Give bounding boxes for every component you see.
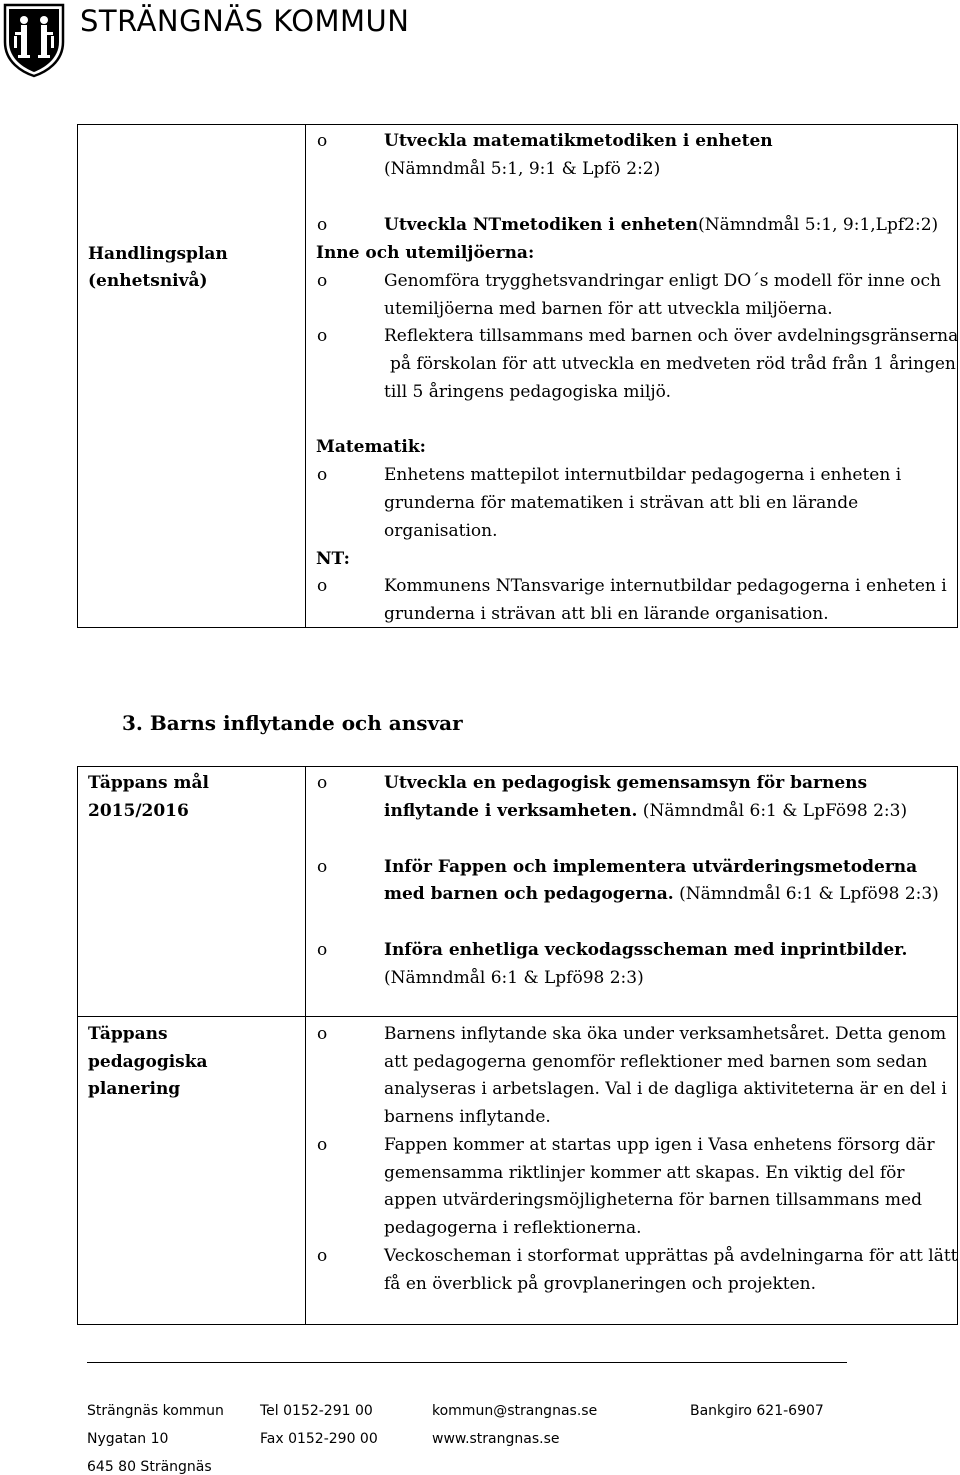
plan-fappen: pedagogerna i reflektionerna. — [384, 1218, 642, 1238]
heading-indoor-outdoor: Inne och utemiljöerna: — [316, 243, 535, 263]
goals-year-label: 2015/2016 — [88, 801, 189, 821]
plan-schedules: få en överblick på grovplaneringen och projekten. — [384, 1274, 817, 1294]
planning-label: planering — [88, 1079, 181, 1099]
item-nt-method — [384, 212, 938, 240]
bullet-icon: o — [317, 1024, 328, 1044]
heading-nt: NT: — [316, 549, 350, 569]
goal-common-view: Utveckla en pedagogisk gemensamsyn för barnens — [384, 773, 868, 793]
item-math-pilot: Enhetens mattepilot internutbildar pedagogerna i enheten i — [384, 465, 902, 485]
footer-postal: 645 80 Strängnäs — [87, 1459, 212, 1475]
item-nt-responsible: grunderna i strävan att bli en lärande organisation. — [384, 604, 829, 624]
plan-influence: analyseras i arbetslagen. Val i de dagliga aktiviteterna är en del i — [384, 1079, 947, 1099]
bullet-icon: o — [317, 576, 328, 596]
bullet-icon: o — [317, 773, 328, 793]
item-math-pilot: organisation. — [384, 521, 498, 541]
plan-fappen: appen utvärderingsmöjligheterna för barnen tillsammans med — [384, 1190, 922, 1210]
goal-fappen — [384, 881, 939, 909]
goal-fappen: Inför Fappen och implementera utvärderingsmetoderna — [384, 857, 918, 877]
goal-common-view — [384, 798, 907, 826]
bullet-icon: o — [317, 271, 328, 291]
plan-fappen: Fappen kommer at startas upp igen i Vasa enhetens försorg där — [384, 1135, 935, 1155]
planning-label: Täppans — [88, 1024, 168, 1044]
footer-tel: Tel 0152-291 00 — [260, 1403, 373, 1419]
heading-math: Matematik: — [316, 437, 426, 457]
footer-street: Nygatan 10 — [87, 1431, 169, 1447]
bullet-icon: o — [317, 940, 328, 960]
bullet-icon: o — [317, 1246, 328, 1266]
item-nt-method-ref: (Nämndmål 5:1, 9:1,Lpf2:2) — [698, 215, 939, 235]
goal-schedules: Införa enhetliga veckodagsscheman med inprintbilder. — [384, 940, 908, 960]
footer-org: Strängnäs kommun — [87, 1403, 224, 1419]
goals-label: Täppans mål — [88, 773, 209, 793]
item-safety-walks: Genomföra trygghetsvandringar enligt DO´s modell för inne och — [384, 271, 941, 291]
bullet-icon: o — [317, 326, 328, 346]
item-reflect: till 5 åringens pedagogiska miljö. — [384, 382, 671, 402]
goal-common-view-ref: (Nämndmål 6:1 & LpFö98 2:3) — [637, 801, 908, 821]
bullet-icon: o — [317, 857, 328, 877]
goal-fappen-bold: med barnen och pedagogerna. — [384, 884, 674, 904]
planning-label: pedagogiska — [88, 1052, 208, 1072]
goal-common-view-bold: inflytande i verksamheten. — [384, 801, 638, 821]
item-safety-walks: utemiljöerna med barnen för att utveckla miljöerna. — [384, 299, 833, 319]
item-nt-method-bold: Utveckla NTmetodiken i enheten — [384, 215, 699, 235]
footer-email: kommun@strangnas.se — [432, 1403, 598, 1419]
plan-influence: barnens inflytande. — [384, 1107, 551, 1127]
goal-schedules-ref: (Nämndmål 6:1 & Lpfö98 2:3) — [384, 968, 644, 988]
item-nt-responsible: Kommunens NTansvarige internutbildar pedagogerna i enheten i — [384, 576, 947, 596]
section-title: 3. Barns inflytande och ansvar — [122, 711, 463, 735]
plan-fappen: gemensamma riktlinjer kommer att skapas. En viktig del för — [384, 1163, 905, 1183]
action-plan-label: Handlingsplan — [88, 244, 228, 264]
action-plan-level-label: (enhetsnivå) — [88, 271, 208, 291]
page-header — [0, 0, 960, 80]
item-math-method-ref: (Nämndmål 5:1, 9:1 & Lpfö 2:2) — [384, 159, 661, 179]
bullet-icon: o — [317, 465, 328, 485]
bullet-icon: o — [317, 1135, 328, 1155]
plan-schedules: Veckoscheman i storformat upprättas på avdelningarna för att lätt — [384, 1246, 958, 1266]
organization-name: STRÄNGNÄS KOMMUN — [80, 4, 410, 38]
bullet-icon: o — [317, 131, 328, 151]
municipality-crest-icon — [2, 2, 66, 78]
footer-web: www.strangnas.se — [432, 1431, 560, 1447]
item-reflect: Reflektera tillsammans med barnen och över avdelningsgränserna — [384, 326, 959, 346]
item-math-method: Utveckla matematikmetodiken i enheten — [384, 131, 773, 151]
footer-fax: Fax 0152-290 00 — [260, 1431, 378, 1447]
item-math-pilot: grunderna för matematiken i strävan att bli en lärande — [384, 493, 859, 513]
plan-influence: Barnens inflytande ska öka under verksamhetsåret. Detta genom — [384, 1024, 947, 1044]
footer-bankgiro: Bankgiro 621-6907 — [690, 1403, 824, 1419]
item-reflect: på förskolan för att utveckla en medveten röd tråd från 1 åringen — [390, 354, 956, 374]
bullet-icon: o — [317, 215, 328, 235]
footer-divider — [87, 1362, 847, 1363]
plan-influence: att pedagogerna genomför reflektioner med barnen som sedan — [384, 1052, 928, 1072]
goal-fappen-ref: (Nämndmål 6:1 & Lpfö98 2:3) — [673, 884, 939, 904]
